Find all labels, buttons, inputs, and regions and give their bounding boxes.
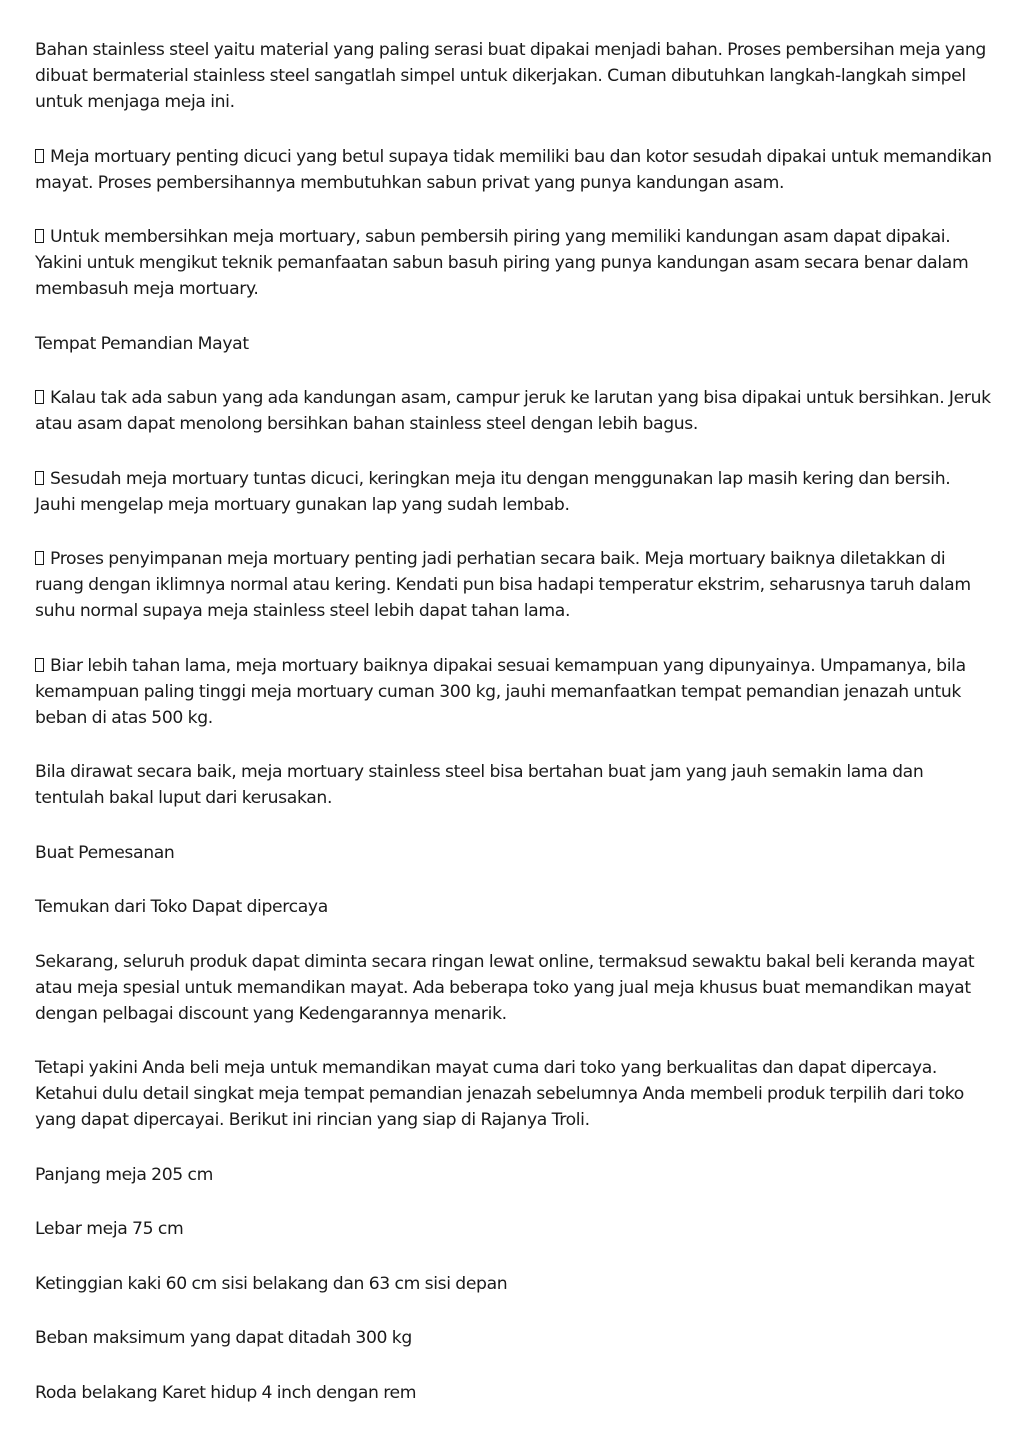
paragraph-text: Kalau tak ada sabun yang ada kandungan asam, campur jeruk ke larutan yang bisa dipakai untuk bersihkan. Jeruk atau asam dapat menolong bersihkan bahan stainless steel dengan lebih bagus.: [35, 388, 991, 434]
section-heading: [35, 840, 995, 866]
spec-line: [35, 1162, 995, 1188]
section-heading: [35, 331, 995, 357]
paragraph-text: Tempat Pemandian Mayat: [35, 333, 249, 354]
paragraph: [35, 37, 995, 115]
bullet-paragraph: [35, 224, 995, 302]
paragraph-text: Temukan dari Toko Dapat dipercaya: [35, 897, 328, 917]
spec-line: [35, 1271, 995, 1297]
paragraph-text: Buat Pemesanan: [35, 842, 175, 863]
paragraph-text: Meja mortuary penting dicuci yang betul supaya tidak memiliki bau dan kotor sesudah dipakai untuk memandikan mayat. Proses pembersihannya membutuhkan sabun privat yang punya kandungan asam.: [35, 146, 992, 193]
paragraph-text: Proses penyimpanan meja mortuary penting jadi perhatian secara baik. Meja mortuary baiknya diletakkan di ruang dengan iklimnya normal atau kering. Kendati pun bisa hadapi temperatur ekstrim, seharusnya taruh dalam suhu normal supaya meja stainless steel lebih dapat tahan lama.: [35, 549, 971, 621]
paragraph: [35, 759, 995, 811]
missing-glyph-icon: [35, 471, 44, 485]
bullet-paragraph: [35, 466, 995, 518]
paragraph-text: Bila dirawat secara baik, meja mortuary stainless steel bisa bertahan buat jam yang jauh semakin lama dan tentulah bakal luput dari kerusakan.: [35, 762, 924, 808]
bullet-paragraph: [35, 385, 995, 437]
paragraph-text: Beban maksimum yang dapat ditadah 300 kg: [35, 1328, 412, 1348]
missing-glyph-icon: [35, 229, 44, 243]
paragraph-text: Untuk membersihkan meja mortuary, sabun pembersih piring yang memiliki kandungan asam dapat dipakai. Yakini untuk mengikut teknik pemanfaatan sabun basuh piring yang punya kandungan asam secara benar dalam membasuh meja mortuary.: [35, 227, 969, 299]
bullet-paragraph: [35, 546, 995, 624]
spec-line: [35, 1216, 995, 1242]
spec-line: [35, 1325, 995, 1351]
missing-glyph-icon: [35, 390, 44, 404]
paragraph-text: Panjang meja 205 cm: [35, 1164, 213, 1185]
paragraph: [35, 949, 995, 1027]
paragraph: [35, 1055, 995, 1133]
paragraph-text: Bahan stainless steel yaitu material yang paling serasi buat dipakai menjadi bahan. Proses pembersihan meja yang dibuat bermaterial stainless steel sangatlah simpel untuk dikerjakan. Cuman dibutuhkan langkah-langkah simpel untuk menjaga meja ini.: [35, 40, 986, 112]
document-body: [35, 37, 995, 1434]
section-heading: [35, 894, 995, 920]
paragraph-text: Roda belakang Karet hidup 4 inch dengan rem: [35, 1382, 417, 1403]
missing-glyph-icon: [35, 658, 44, 672]
paragraph-text: Tetapi yakini Anda beli meja untuk memandikan mayat cuma dari toko yang berkualitas dan dapat dipercaya. Ketahui dulu detail singkat meja tempat pemandian jenazah sebelumnya Anda membeli produk terpilih dari toko yang dapat dipercayai. Berikut ini rincian yang siap di Rajanya Troli.: [35, 1058, 964, 1130]
paragraph-text: Sekarang, seluruh produk dapat diminta secara ringan lewat online, termaksud sewaktu bakal beli keranda mayat atau meja spesial untuk memandikan mayat. Ada beberapa toko yang jual meja khusus buat memandikan mayat dengan pelbagai discount yang Kedengarannya menarik.: [35, 951, 975, 1024]
bullet-paragraph: [35, 144, 995, 196]
paragraph-text: Lebar meja 75 cm: [35, 1219, 184, 1239]
missing-glyph-icon: [35, 551, 44, 565]
missing-glyph-icon: [35, 149, 44, 163]
paragraph-text: Ketinggian kaki 60 cm sisi belakang dan 63 cm sisi depan: [35, 1273, 508, 1294]
paragraph-text: Sesudah meja mortuary tuntas dicuci, keringkan meja itu dengan menggunakan lap masih kering dan bersih. Jauhi mengelap meja mortuary gunakan lap yang sudah lembab.: [35, 468, 951, 515]
spec-line: [35, 1380, 995, 1406]
paragraph-text: Biar lebih tahan lama, meja mortuary baiknya dipakai sesuai kemampuan yang dipunyainya. Umpamanya, bila kemampuan paling tinggi meja mortuary cuman 300 kg, jauhi memanfaatkan tempat pemandian jenazah untuk beban di atas 500 kg.: [35, 655, 966, 728]
bullet-paragraph: [35, 653, 995, 731]
